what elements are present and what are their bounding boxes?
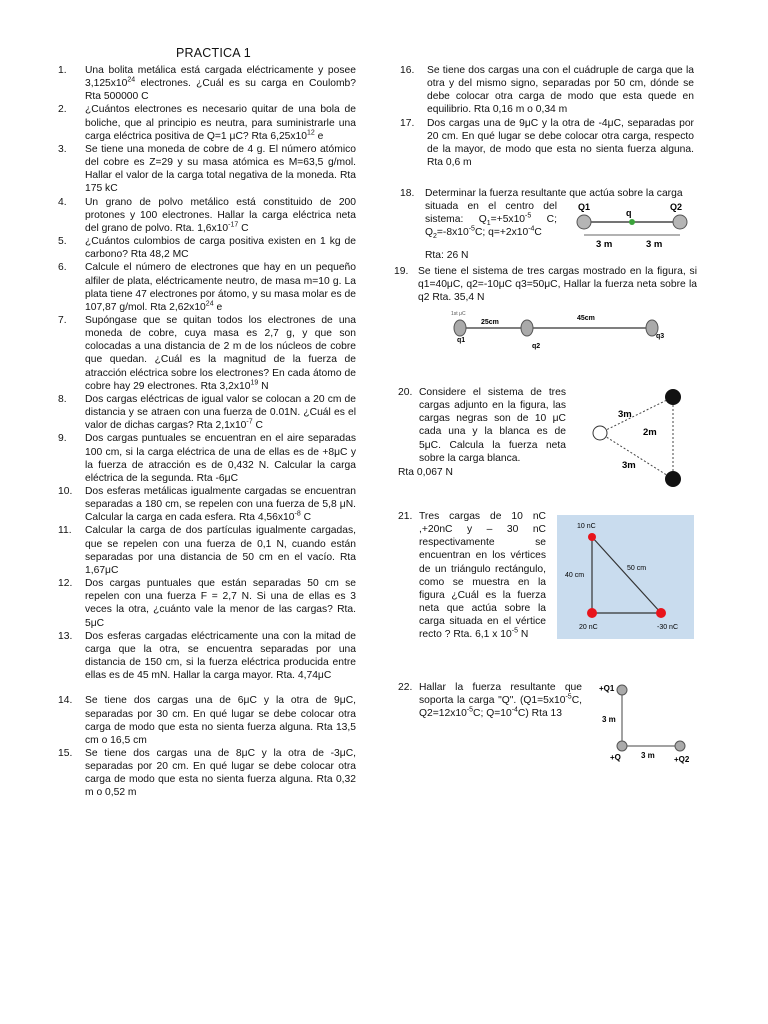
figure-21 [557,515,694,639]
problem-item [56,314,356,393]
label-top: 10 nC [577,523,596,530]
problem-item [398,64,694,117]
problem-20 [398,386,568,479]
problem-number: 17. [400,117,415,129]
label-br: -30 nC [657,624,679,631]
problem-22-text: Hallar la fuerza resultante que soporta la carga "Q". ($Q1=5x10^{-5}C$, $Q2=12x10^{-5}C$; $Q=10^{-4}C$) Rta 13 [419,682,582,720]
label-q1: Q1 [578,202,591,212]
problem-text: Supóngase que se quitan todos los electrones de una moneda de cobre, cuya masa es 2,7 g, y que son colocadas a una distancia de 2 m de los núcleos de cobre que quedan. ¿Cuál es la magnitud de la fuerza de atracción eléctrica sobre los electrones? En cada átomo de cobre hay 29 electrones. Rta $3,2x10^{19}$ N [85,314,356,392]
problem-item [56,103,356,142]
label-q: +Q [610,753,621,762]
problem-item [56,524,356,577]
problem-text: Se tiene dos cargas una de 8μC y la otra de -3μC, separadas por 20 cm. En qué lugar se debe colocar otra carga de modo que esta no sienta fuerza alguna. Rta 0,32 m o 0,52 m [85,747,356,799]
problem-18-line1: Determinar la fuerza resultante que actúa sobre la carga [425,188,683,199]
problem-number: 5. [58,236,67,248]
problem-number: 6. [58,262,67,274]
problem-number: 15. [58,747,73,759]
label-q1: q1 [457,337,466,344]
label-side: 40 cm [565,572,585,579]
problem-item [56,235,356,261]
problem-22 [398,681,584,720]
problem-text: Calcule el número de electrones que hay en un pequeño alfiler de plata, eléctricamente neutro, de masa m=10 g. La plata tiene 47 electrones por átomo, y su masa molar es de 107,87 g/mol. Rta $2,62x10^{24}$ e [85,262,356,313]
label-a: 3m [618,409,632,420]
label-c: 3m [622,460,636,471]
problem-20-text: Considere el sistema de tres cargas adjunto en la figura, las cargas negras son de 10 μC cada una y la blanca es de 5μC. Calcula la fuerza neta sobre la carga blanca. [419,387,566,464]
label-q: q [626,208,632,218]
problem-20-answer: Rta 0,067 N [398,466,453,478]
problem-number: 4. [58,196,67,208]
problem-19-text: Se tiene el sistema de tres cargas mostrado en la figura, si q1=40μC, q2=-10μC q3=50μC, Hallar la fuerza neta sobre la q2 Rta. 35,4 N [418,266,697,304]
label-v: 3 m [602,715,616,724]
problem-item [56,196,356,235]
figure-20 [585,385,685,495]
problem-21-text: Tres cargas de 10 nC ,+20nC y – 30 nC respectivamente se encuentran en los vértices de un triángulo rectángulo, como se muestra en la figura ¿Cuál es la fuerza neta que actúa sobre la carga situada en el vértice recto ? Rta. 6,1 x $10^{-5}$ N [419,511,546,641]
problem-text: ¿Cuántos electrones es necesario quitar de una bola de boliche, que al principio es neutra, para suministrarle una carga eléctrica positiva de Q=1 μC? Rta $6,25x10^{12}$ e [85,104,356,142]
problem-text: Se tiene dos cargas una de 6μC y la otra de 9μC, separadas por 30 cm. En qué lugar se debe colocar otra carga de modo que esta no sienta fuerza alguna. Rta 13,5 cm o 16,5 cm [85,695,356,746]
label-d1: 25cm [481,319,499,326]
problem-number: 19. [394,266,409,277]
problem-text: Se tiene dos cargas una con el cuádruple de carga que la otra y del mismo signo, separadas por 50 cm, dónde se debe colocar otra carga de modo que esta quede en equilibrio. Rta 0,16 m o 0,34 m [427,65,694,116]
label-d2: 3 m [646,239,663,250]
label-b: 2m [643,427,657,438]
label-d1: 3 m [596,239,613,250]
problem-text: Se tiene una moneda de cobre de 4 g. El número atómico del cobre es Z=29 y su masa atómica es M=63,5 g/mol. Hallar el valor de la carga total negativa de la moneda. Rta 175 kC [85,143,356,195]
problem-number: 14. [58,695,73,707]
problem-number: 22. [398,682,413,693]
problem-text: Calcular la carga de dos partículas igualmente cargadas, que se repelen con una fuerza de 0,1 N, cuando están separadas por una distancia de 50 cm en el vacío. Rta 1,67μC [85,525,356,576]
label-q1: +Q1 [599,684,615,693]
problem-number: 18. [400,188,415,199]
problem-18-answer: Rta: 26 N [425,250,469,261]
problem-text: Una bolita metálica está cargada eléctricamente y posee $3,125x10^{24}$ electrones. ¿Cuál es su carga en Coulomb? Rta 500000 C [85,65,356,103]
problem-item [56,694,356,747]
problem-text: Dos esferas cargadas eléctricamente una con la mitad de carga que la otra, se encuentra separadas por una distancia de 150 cm, si la fuerza eléctrica producida entre ellas es de 45 mN. Hallar la carga mayor. Rta. 4,74μC [85,630,356,682]
problem-text: Dos cargas puntuales se encuentran en el aire separadas 100 cm, si la carga eléctrica de una de ellas es de +8μC y la fuerza de atracción es de 0,432 N. Calcular la carga eléctrica de la segunda. Rta -6μC [85,433,356,484]
problem-text: ¿Cuántos culombios de carga positiva existen en 1 kg de carbono? Rta 48,2 MC [85,236,356,261]
problem-number: 12. [58,578,73,590]
problem-number: 16. [400,65,415,76]
problem-number: 10. [58,486,73,497]
label-hyp: 50 cm [627,565,647,572]
problem-item [56,64,356,103]
problem-number: 7. [58,314,67,326]
problem-item [56,432,356,485]
problem-text: Dos esferas metálicas igualmente cargadas se encuentran separadas a 180 cm, se repelen con una fuerza de 5,8 μN. Calcular la carga en cada esfera. Rta $4,56x10^{-8}$ C [85,486,356,524]
page-title: PRACTICA 1 [176,46,251,60]
problem-item [56,747,356,800]
problem-number: 3. [58,143,67,155]
figure-19 [448,310,688,352]
problem-number: 9. [58,433,67,445]
problem-18-text: situada en el centro del sistema: $Q_1=+5x10^{-5}$ C; $Q_2=-8x10^{-5}C$; $q=+2x10^{-4}C$ [425,201,557,241]
label-bl: 20 nC [579,624,598,631]
problem-text: Dos cargas eléctricas de igual valor se colocan a 20 cm de distancia y se atraen con una fuerza de 0.01N. ¿Cuál es el valor de dichas cargas? Rta $2,1x10^{-7}$ C [85,393,356,432]
label-q2: Q2 [670,202,683,212]
problem-number: 11. [58,525,72,537]
problem-item [56,261,356,314]
problem-number: 8. [58,393,67,405]
figure-22 [596,680,696,766]
label-q3: q3 [656,333,665,340]
problem-21 [398,510,548,642]
label-q2: q2 [532,343,541,350]
left-column [56,64,356,800]
problem-item [56,143,356,196]
problem-item [56,485,356,524]
label-h: 3 m [641,751,655,760]
problem-number: 1. [58,65,67,76]
problem-number: 2. [58,104,67,116]
problem-19 [392,265,697,304]
problem-item [398,117,694,170]
problem-item [56,577,356,630]
problem-number: 21. [398,511,413,522]
problem-number: 13. [58,630,73,642]
label-small: 1st μC [451,311,466,317]
problem-number: 20. [398,387,413,398]
right-column [398,64,694,169]
problem-18 [398,187,698,263]
label-d2: 45cm [577,315,595,322]
figure-18 [568,201,698,253]
problem-text: Dos cargas una de 9μC y la otra de -4μC, separadas por 20 cm. En qué lugar se debe colocar otra carga, respecto de la mayor, de modo que esta no sienta fuerza alguna. Rta 0,6 m [427,117,694,169]
problem-text: Un grano de polvo metálico está constituido de 200 protones y 100 electrones. Hallar la carga eléctrica neta del grano de polvo. Rta. $1,6x10^{-17}$ C [85,196,356,234]
problem-text: Dos cargas puntuales que están separadas 50 cm se repelen con una fuerza F = 2,7 N. Si una de ellas es 3 veces la otra, ¿cuánto vale la menor de las cargas? Rta. 5μC [85,578,356,629]
problem-item [56,630,356,683]
problem-item [56,393,356,432]
label-q2: +Q2 [674,755,690,764]
